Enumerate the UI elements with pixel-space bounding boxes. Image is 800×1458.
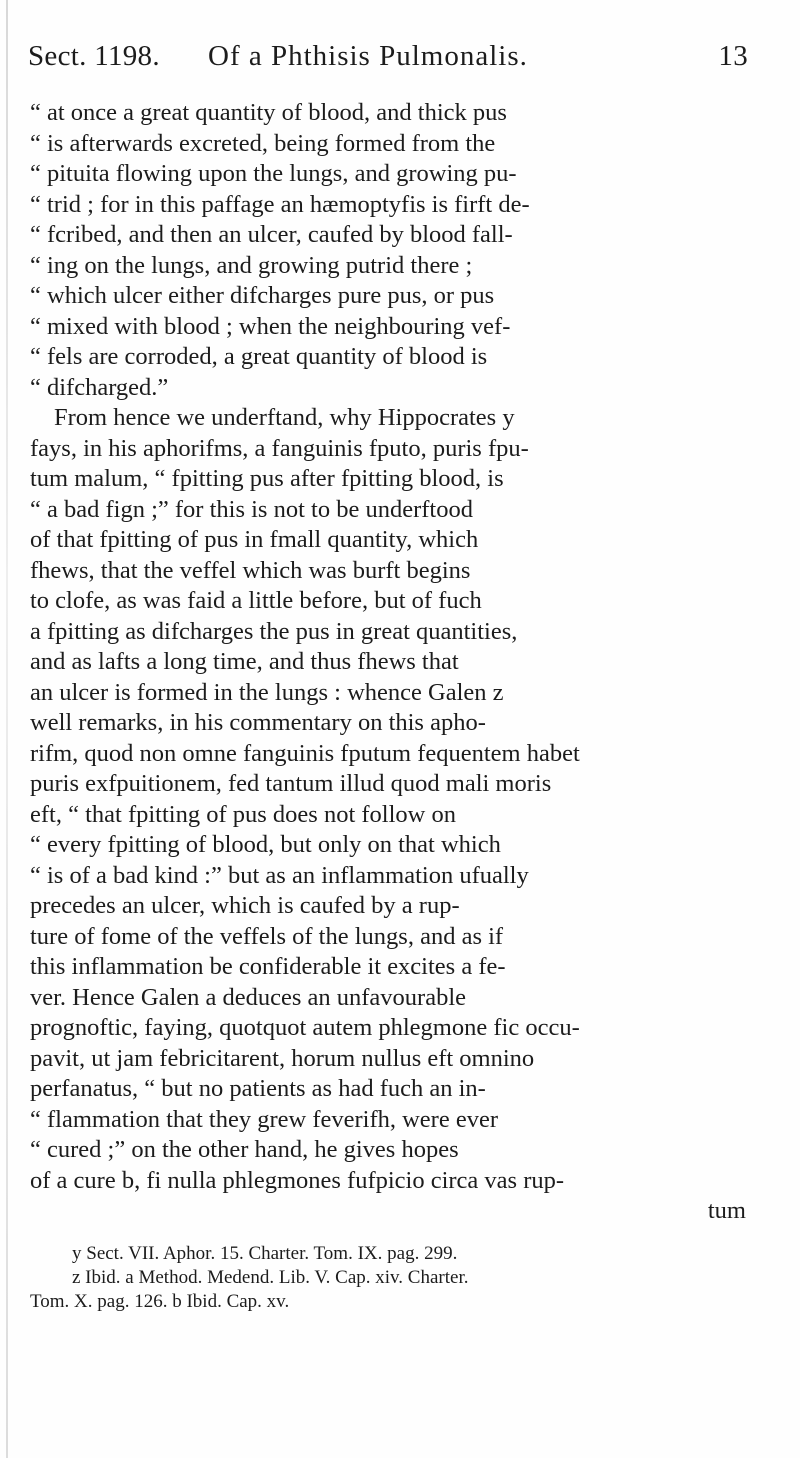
text-line: “ fels are corroded, a great quantity of blood is [30,343,488,370]
text-line: this inflammation be confiderable it excites a fe- [30,953,506,980]
text-line: “ fcribed, and then an ulcer, caufed by blood fall- [30,221,513,248]
body-text [30,98,758,1227]
text-line: an ulcer is formed in the lungs : whence Galen z [30,678,504,706]
text-line: precedes an ulcer, which is caufed by a rup- [30,892,460,919]
text-line: of a cure b, fi nulla phlegmones fufpicio circa vas rup- [30,1166,565,1194]
text-line: “ mixed with blood ; when the neighbouring vef- [30,312,511,340]
page-number: 13 [718,40,748,72]
footnote-line: z Ibid. a Method. Medend. Lib. V. Cap. xiv. Charter. [72,1267,469,1288]
text-line: “ which ulcer either difcharges pure pus, or pus [30,282,495,309]
running-title: Of a Phthisis Pulmonalis. [208,40,528,72]
text-line: rifm, quod non omne fanguinis fputum fequentem habet [30,739,580,767]
text-line: and as lafts a long time, and thus fhews that [30,648,459,675]
text-line: ver. Hence Galen a deduces an unfavourable [30,983,467,1011]
text-line: “ at once a great quantity of blood, and thick pus [30,99,507,126]
text-line: “ a bad fign ;” for this is not to be underftood [30,495,473,523]
footnotes [30,1242,758,1314]
text-line: “ cured ;” on the other hand, he gives hopes [30,1136,459,1163]
text-line: “ trid ; for in this paffage an hæmoptyfis is firft de- [30,190,530,218]
text-line: “ ing on the lungs, and growing putrid there ; [30,251,473,279]
text-line: “ pituita flowing upon the lungs, and growing pu- [30,160,517,187]
text-line: “ difcharged.” [30,373,169,401]
text-line: pavit, ut jam febricitarent, horum nullus eft omnino [30,1044,535,1072]
text-line: “ is of a bad kind :” but as an inflammation ufually [30,861,529,889]
text-line: fays, in his aphorifms, a fanguinis fputo, puris fpu- [30,434,529,462]
text-line: to clofe, as was faid a little before, but of fuch [30,587,482,614]
section-number: Sect. 1198. [28,40,160,72]
text-line: “ every fpitting of blood, but only on that which [30,831,501,858]
footnote-line: Tom. X. pag. 126. b Ibid. Cap. xv. [30,1291,290,1312]
text-line: ture of fome of the veffels of the lungs, and as if [30,922,504,950]
catchword: tum [707,1197,746,1224]
text-line: of that fpitting of pus in fmall quantity, which [30,526,479,553]
text-line: a fpitting as difcharges the pus in great quantities, [30,617,518,645]
text-line: well remarks, in his commentary on this apho- [30,709,486,736]
page-edge-shadow [6,0,8,1458]
text-line: puris exfpuitionem, fed tantum illud quod mali moris [30,770,552,797]
text-line: perfanatus, “ but no patients as had fuch an in- [30,1075,486,1102]
running-header [28,40,748,86]
text-line: “ is afterwards excreted, being formed from the [30,129,496,157]
text-line: “ flammation that they grew feverifh, were ever [30,1105,499,1133]
footnote-line: y Sect. VII. Aphor. 15. Charter. Tom. IX. pag. 299. [72,1243,458,1264]
text-line: fhews, that the veffel which was burft begins [30,556,471,584]
text-line: prognoftic, faying, quotquot autem phlegmone fic occu- [30,1014,580,1041]
text-line: From hence we underftand, why Hippocrates y [54,404,515,431]
text-line: tum malum, “ fpitting pus after fpitting blood, is [30,465,504,492]
text-line: eft, “ that fpitting of pus does not follow on [30,800,456,828]
